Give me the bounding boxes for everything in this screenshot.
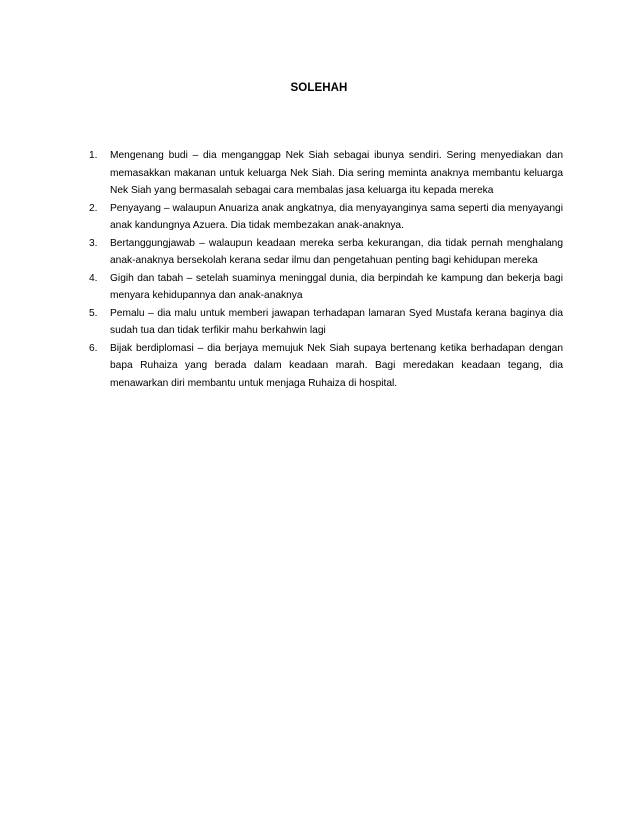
page-title: SOLEHAH	[290, 82, 348, 94]
list-item	[89, 270, 563, 305]
numbered-list	[89, 147, 563, 392]
list-item-text: Gigih dan tabah – setelah suaminya meninggal dunia, dia berpindah ke kampung dan bekerja bagi menyara kehidupannya dan anak-anaknya	[110, 272, 563, 301]
list-item-text: Mengenang budi – dia menganggap Nek Siah sebagai ibunya sendiri. Sering menyediakan dan memasakkan makanan untuk keluarga Nek Siah. Dia sering meminta anaknya membantu keluarga Nek Siah yang bermasalah sebagai cara membalas jasa keluarga itu kepada mereka	[110, 150, 563, 196]
list-item	[89, 305, 563, 340]
list-item-text: Penyayang – walaupun Anuariza anak angkatnya, dia menyayanginya sama seperti dia menyayangi anak kandungnya Azuera. Dia tidak membezakan anak-anaknya.	[110, 202, 563, 231]
list-item-text: Bertanggungjawab – walaupun keadaan mereka serba kekurangan, dia tidak pernah menghalang anak-anaknya bersekolah kerana sedar ilmu dan pengetahuan penting bagi kehidupan mereka	[110, 237, 563, 266]
list-item-text: Bijak berdiplomasi – dia berjaya memujuk Nek Siah supaya bertenang ketika berhadapan dengan bapa Ruhaiza yang berada dalam keadaan marah. Bagi meredakan keadaan tegang, dia menawarkan diri membantu untuk menjaga Ruhaiza di hospital.	[110, 342, 563, 389]
list-item-text: Pemalu – dia malu untuk memberi jawapan terhadapan lamaran Syed Mustafa kerana baginya dia sudah tua dan tidak terfikir mahu berkahwin lagi	[110, 307, 563, 336]
list-item	[89, 340, 563, 393]
list-item-number: 5.	[89, 307, 98, 319]
list-item-number: 3.	[89, 237, 98, 249]
list-item-number: 2.	[89, 202, 98, 214]
list-item	[89, 235, 563, 270]
list-item-number: 1.	[89, 150, 98, 161]
list-item-number: 6.	[89, 342, 98, 354]
list-item-number: 4.	[89, 272, 98, 284]
list-item	[89, 147, 563, 200]
list-item	[89, 200, 563, 235]
